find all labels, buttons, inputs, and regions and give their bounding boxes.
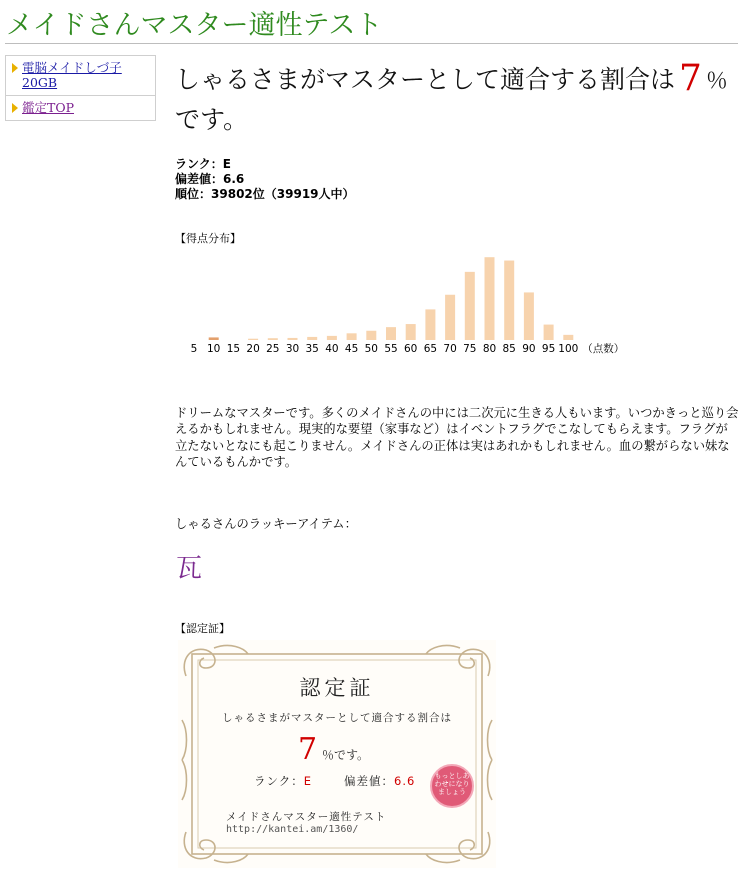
- tick-label-100: 100: [558, 343, 579, 355]
- lucky-item-value: 瓦: [176, 554, 203, 584]
- tick-label-70: 70: [443, 343, 457, 355]
- tick-label-30: 30: [285, 343, 300, 355]
- result-description: ドリームなマスターです。多くのメイドさんの中には二次元に生きる人もいます。いつかきっと巡り会えるかもしれません。現実的な要望（家事など）はイベントフラグでこなしてもらえます。フラグが立たないとなにも起こりません。メイドさんの正体は実はあれかもしれません。血の繋がらない妹なんているもんかです。: [175, 406, 739, 469]
- bar-90: [524, 292, 534, 340]
- bar-50: [366, 331, 376, 340]
- bar-80: [485, 257, 495, 340]
- certificate-rank: [254, 773, 312, 789]
- tick-label-85: 85: [502, 343, 516, 355]
- certificate-rank-value: E: [303, 774, 313, 788]
- tick-label-45: 45: [344, 343, 359, 355]
- order-label: 順位：: [175, 187, 212, 201]
- tick-label-5: 5: [190, 343, 198, 355]
- sidebar-item-maid[interactable]: [6, 56, 155, 95]
- bar-65: [425, 309, 435, 340]
- certificate-desu: ％です。: [322, 748, 370, 762]
- axis-unit-label: （点数）: [582, 343, 625, 355]
- deviation-value: 6.6: [223, 172, 245, 186]
- tick-label-50: 50: [364, 343, 378, 355]
- certificate-title: 認定証: [299, 676, 375, 700]
- title-divider: [5, 43, 738, 44]
- distribution-label: 【得点分布】: [175, 232, 241, 245]
- tick-label-65: 65: [423, 343, 438, 355]
- sidebar: [5, 55, 156, 121]
- triangle-right-icon: [12, 63, 18, 73]
- seal-icon: [430, 764, 474, 808]
- bar-85: [504, 261, 514, 340]
- result-stats: [175, 157, 355, 202]
- order-value: 39802位（39919人中）: [211, 187, 355, 201]
- tick-label-15: 15: [226, 343, 241, 355]
- bar-55: [386, 327, 396, 340]
- result-percent: 7: [679, 58, 702, 99]
- certificate-rank-label: ランク：: [254, 774, 304, 788]
- percent-sign: ％: [705, 69, 728, 94]
- tick-label-20: 20: [246, 343, 260, 355]
- bar-10: [209, 337, 219, 340]
- tick-label-75: 75: [463, 343, 477, 355]
- tick-label-35: 35: [305, 343, 319, 355]
- bar-40: [327, 336, 337, 340]
- bar-30: [288, 338, 298, 340]
- bar-70: [445, 295, 455, 340]
- certificate-deviation-label: 偏差値：: [344, 774, 394, 788]
- seal-text: もっとしあわせになりましょう: [434, 772, 470, 796]
- score-distribution-chart: [170, 250, 640, 360]
- bar-100: [563, 335, 573, 340]
- bar-95: [544, 325, 554, 340]
- deviation-label: 偏差値：: [175, 172, 224, 186]
- tick-label-60: 60: [404, 343, 418, 355]
- tick-label-80: 80: [482, 343, 497, 355]
- headline-prefix: しゃるさまがマスターとして適合する割合は: [175, 65, 676, 94]
- tick-label-10: 10: [207, 343, 221, 355]
- bar-25: [268, 338, 278, 340]
- certificate-section-label: 【認定証】: [175, 622, 230, 635]
- page-title: メイドさんマスター適性テスト: [6, 10, 383, 41]
- certificate-percent: 7: [298, 732, 318, 767]
- bar-35: [307, 337, 317, 340]
- sidebar-link-top[interactable]: 鑑定TOP: [22, 100, 74, 115]
- rank-label: ランク：: [175, 157, 223, 171]
- headline-suffix: です。: [175, 105, 249, 134]
- tick-label-95: 95: [541, 343, 556, 355]
- tick-label-90: 90: [522, 343, 536, 355]
- triangle-right-icon: [12, 103, 18, 113]
- certificate-line: しゃるさまがマスターとして適合する割合は: [222, 712, 452, 724]
- tick-label-40: 40: [325, 343, 339, 355]
- rank-value: E: [222, 157, 231, 171]
- result-headline: [175, 60, 735, 139]
- bar-75: [465, 272, 475, 340]
- certificate-footer-name: メイドさんマスター適性テスト: [226, 811, 387, 823]
- tick-label-55: 55: [384, 343, 398, 355]
- bar-60: [406, 324, 416, 340]
- sidebar-link-maid[interactable]: 電脳メイドしづ子20GB: [22, 60, 122, 90]
- bar-20: [248, 339, 258, 340]
- certificate-deviation: [344, 773, 415, 789]
- lucky-item-label: しゃるさんのラッキーアイテム：: [175, 517, 357, 531]
- certificate-deviation-value: 6.6: [394, 774, 416, 788]
- bar-45: [347, 333, 357, 340]
- certificate-url: http://kantei.am/1360/: [226, 824, 359, 835]
- certificate: [178, 640, 496, 868]
- sidebar-item-top[interactable]: [6, 95, 155, 120]
- tick-label-25: 25: [266, 343, 280, 355]
